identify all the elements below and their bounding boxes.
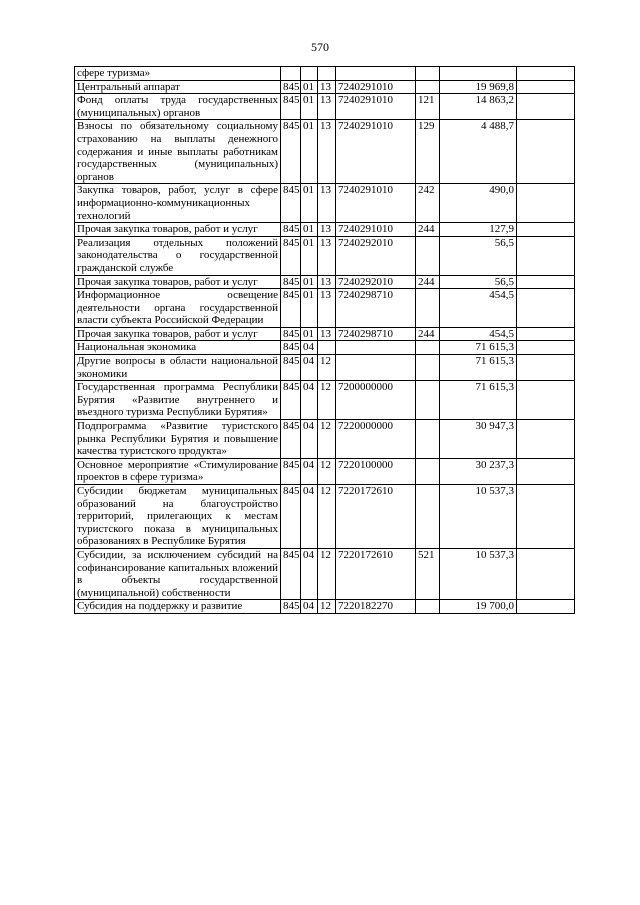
amount: 56,5 [440, 236, 517, 275]
section-code: 01 [301, 80, 318, 94]
expense-type-code [416, 341, 440, 355]
row-name: Взносы по обязательному социальному страхованию на выплаты денежного содержания и иные выплаты работникам государственных (муниципальных) органов [75, 120, 281, 184]
section-code: 04 [301, 458, 318, 484]
ved-code: 845 [281, 355, 301, 381]
table-row [75, 120, 575, 184]
row-name: Фонд оплаты труда государственных (муниципальных) органов [75, 94, 281, 120]
empty-cell [517, 381, 575, 420]
subsection-code: 12 [318, 420, 336, 459]
expense-type-code [416, 600, 440, 614]
subsection-code: 12 [318, 381, 336, 420]
target-article-code: 7240291010 [336, 80, 416, 94]
subsection-code: 12 [318, 600, 336, 614]
expense-type-code: 244 [416, 327, 440, 341]
target-article-code: 7240298710 [336, 289, 416, 328]
ved-code: 845 [281, 94, 301, 120]
empty-cell [517, 289, 575, 328]
table-row [75, 67, 575, 81]
subsection-code: 13 [318, 120, 336, 184]
amount: 30 237,3 [440, 458, 517, 484]
ved-code: 845 [281, 80, 301, 94]
empty-cell [517, 223, 575, 237]
expense-type-code [416, 289, 440, 328]
subsection-code: 13 [318, 289, 336, 328]
section-code: 01 [301, 236, 318, 275]
target-article-code: 7220000000 [336, 420, 416, 459]
subsection-code: 13 [318, 275, 336, 289]
amount: 71 615,3 [440, 355, 517, 381]
table-row [75, 381, 575, 420]
empty-cell [517, 120, 575, 184]
table-row [75, 327, 575, 341]
expense-type-code [416, 236, 440, 275]
expense-type-code: 244 [416, 275, 440, 289]
target-article-code [336, 355, 416, 381]
section-code: 04 [301, 381, 318, 420]
amount: 10 537,3 [440, 485, 517, 549]
expense-type-code [416, 381, 440, 420]
expense-type-code [416, 80, 440, 94]
amount: 10 537,3 [440, 548, 517, 599]
expense-type-code [416, 458, 440, 484]
expense-type-code: 129 [416, 120, 440, 184]
amount: 454,5 [440, 327, 517, 341]
amount: 30 947,3 [440, 420, 517, 459]
table-row [75, 223, 575, 237]
row-name: Субсидии бюджетам муниципальных образований на благоустройство территорий, прилегающих к местам туристского показа в муниципальных образованиях в Республике Бурятия [75, 485, 281, 549]
subsection-code: 13 [318, 236, 336, 275]
table-row [75, 548, 575, 599]
row-name: Закупка товаров, работ, услуг в сфере информационно-коммуникационных технологий [75, 184, 281, 223]
section-code: 01 [301, 275, 318, 289]
empty-cell [517, 341, 575, 355]
section-code: 01 [301, 120, 318, 184]
row-name: Другие вопросы в области национальной экономики [75, 355, 281, 381]
target-article-code: 7240291010 [336, 94, 416, 120]
amount: 4 488,7 [440, 120, 517, 184]
ved-code: 845 [281, 548, 301, 599]
row-name: Подпрограмма «Развитие туристского рынка Республики Бурятия и повышение качества туристского продукта» [75, 420, 281, 459]
amount: 19 700,0 [440, 600, 517, 614]
section-code: 04 [301, 485, 318, 549]
table-row [75, 184, 575, 223]
row-name: Центральный аппарат [75, 80, 281, 94]
table-row [75, 94, 575, 120]
amount: 14 863,2 [440, 94, 517, 120]
row-name: Государственная программа Республики Бурятия «Развитие внутреннего и въездного туризма Республики Бурятия» [75, 381, 281, 420]
section-code: 01 [301, 327, 318, 341]
subsection-code [318, 341, 336, 355]
target-article-code: 7240292010 [336, 275, 416, 289]
row-name: Реализация отдельных положений законодательства о государственной гражданской службе [75, 236, 281, 275]
ved-code: 845 [281, 120, 301, 184]
section-code: 04 [301, 600, 318, 614]
table-row [75, 458, 575, 484]
section-code: 04 [301, 341, 318, 355]
target-article-code: 7240292010 [336, 236, 416, 275]
ved-code: 845 [281, 600, 301, 614]
empty-cell [517, 67, 575, 81]
amount: 71 615,3 [440, 341, 517, 355]
amount: 490,0 [440, 184, 517, 223]
amount: 454,5 [440, 289, 517, 328]
ved-code: 845 [281, 184, 301, 223]
subsection-code: 12 [318, 485, 336, 549]
table-row [75, 80, 575, 94]
subsection-code: 13 [318, 80, 336, 94]
budget-table-body [75, 67, 575, 614]
empty-cell [517, 485, 575, 549]
ved-code: 845 [281, 420, 301, 459]
table-row [75, 236, 575, 275]
section-code: 01 [301, 289, 318, 328]
empty-cell [517, 458, 575, 484]
target-article-code: 7240298710 [336, 327, 416, 341]
row-name: Прочая закупка товаров, работ и услуг [75, 327, 281, 341]
section-code: 01 [301, 184, 318, 223]
section-code: 04 [301, 548, 318, 599]
table-row [75, 275, 575, 289]
expense-type-code [416, 67, 440, 81]
target-article-code: 7220172610 [336, 548, 416, 599]
expense-type-code [416, 420, 440, 459]
ved-code: 845 [281, 458, 301, 484]
target-article-code [336, 341, 416, 355]
subsection-code: 13 [318, 223, 336, 237]
page-number: 570 [311, 40, 329, 54]
subsection-code: 12 [318, 548, 336, 599]
empty-cell [517, 548, 575, 599]
row-name: Основное мероприятие «Стимулирование проектов в сфере туризма» [75, 458, 281, 484]
target-article-code: 7240291010 [336, 120, 416, 184]
target-article-code: 7200000000 [336, 381, 416, 420]
ved-code: 845 [281, 381, 301, 420]
row-name: Субсидии, за исключением субсидий на софинансирование капитальных вложений в объекты государственной (муниципальной) собственности [75, 548, 281, 599]
empty-cell [517, 94, 575, 120]
section-code: 04 [301, 420, 318, 459]
subsection-code [318, 67, 336, 81]
subsection-code: 13 [318, 327, 336, 341]
empty-cell [517, 80, 575, 94]
expense-type-code [416, 485, 440, 549]
empty-cell [517, 420, 575, 459]
target-article-code: 7220172610 [336, 485, 416, 549]
table-row [75, 485, 575, 549]
amount: 71 615,3 [440, 381, 517, 420]
ved-code [281, 67, 301, 81]
ved-code: 845 [281, 275, 301, 289]
row-name: Прочая закупка товаров, работ и услуг [75, 223, 281, 237]
target-article-code: 7220100000 [336, 458, 416, 484]
target-article-code: 7240291010 [336, 184, 416, 223]
ved-code: 845 [281, 485, 301, 549]
empty-cell [517, 275, 575, 289]
empty-cell [517, 184, 575, 223]
table-row [75, 341, 575, 355]
target-article-code: 7240291010 [336, 223, 416, 237]
empty-cell [517, 236, 575, 275]
ved-code: 845 [281, 289, 301, 328]
subsection-code: 12 [318, 355, 336, 381]
expense-type-code: 521 [416, 548, 440, 599]
row-name: Прочая закупка товаров, работ и услуг [75, 275, 281, 289]
section-code: 04 [301, 355, 318, 381]
subsection-code: 13 [318, 94, 336, 120]
table-row [75, 355, 575, 381]
subsection-code: 13 [318, 184, 336, 223]
section-code [301, 67, 318, 81]
ved-code: 845 [281, 236, 301, 275]
ved-code: 845 [281, 327, 301, 341]
budget-table [74, 66, 575, 614]
row-name: сфере туризма» [75, 67, 281, 81]
row-name: Информационное освещение деятельности органа государственной власти субъекта Российской Федерации [75, 289, 281, 328]
amount [440, 67, 517, 81]
expense-type-code: 244 [416, 223, 440, 237]
table-row [75, 600, 575, 614]
amount: 19 969,8 [440, 80, 517, 94]
section-code: 01 [301, 223, 318, 237]
target-article-code [336, 67, 416, 81]
row-name: Национальная экономика [75, 341, 281, 355]
subsection-code: 12 [318, 458, 336, 484]
ved-code: 845 [281, 223, 301, 237]
empty-cell [517, 355, 575, 381]
table-row [75, 420, 575, 459]
table-row [75, 289, 575, 328]
row-name: Субсидия на поддержку и развитие [75, 600, 281, 614]
expense-type-code: 242 [416, 184, 440, 223]
expense-type-code: 121 [416, 94, 440, 120]
amount: 127,9 [440, 223, 517, 237]
empty-cell [517, 327, 575, 341]
target-article-code: 7220182270 [336, 600, 416, 614]
empty-cell [517, 600, 575, 614]
amount: 56,5 [440, 275, 517, 289]
expense-type-code [416, 355, 440, 381]
ved-code: 845 [281, 341, 301, 355]
section-code: 01 [301, 94, 318, 120]
